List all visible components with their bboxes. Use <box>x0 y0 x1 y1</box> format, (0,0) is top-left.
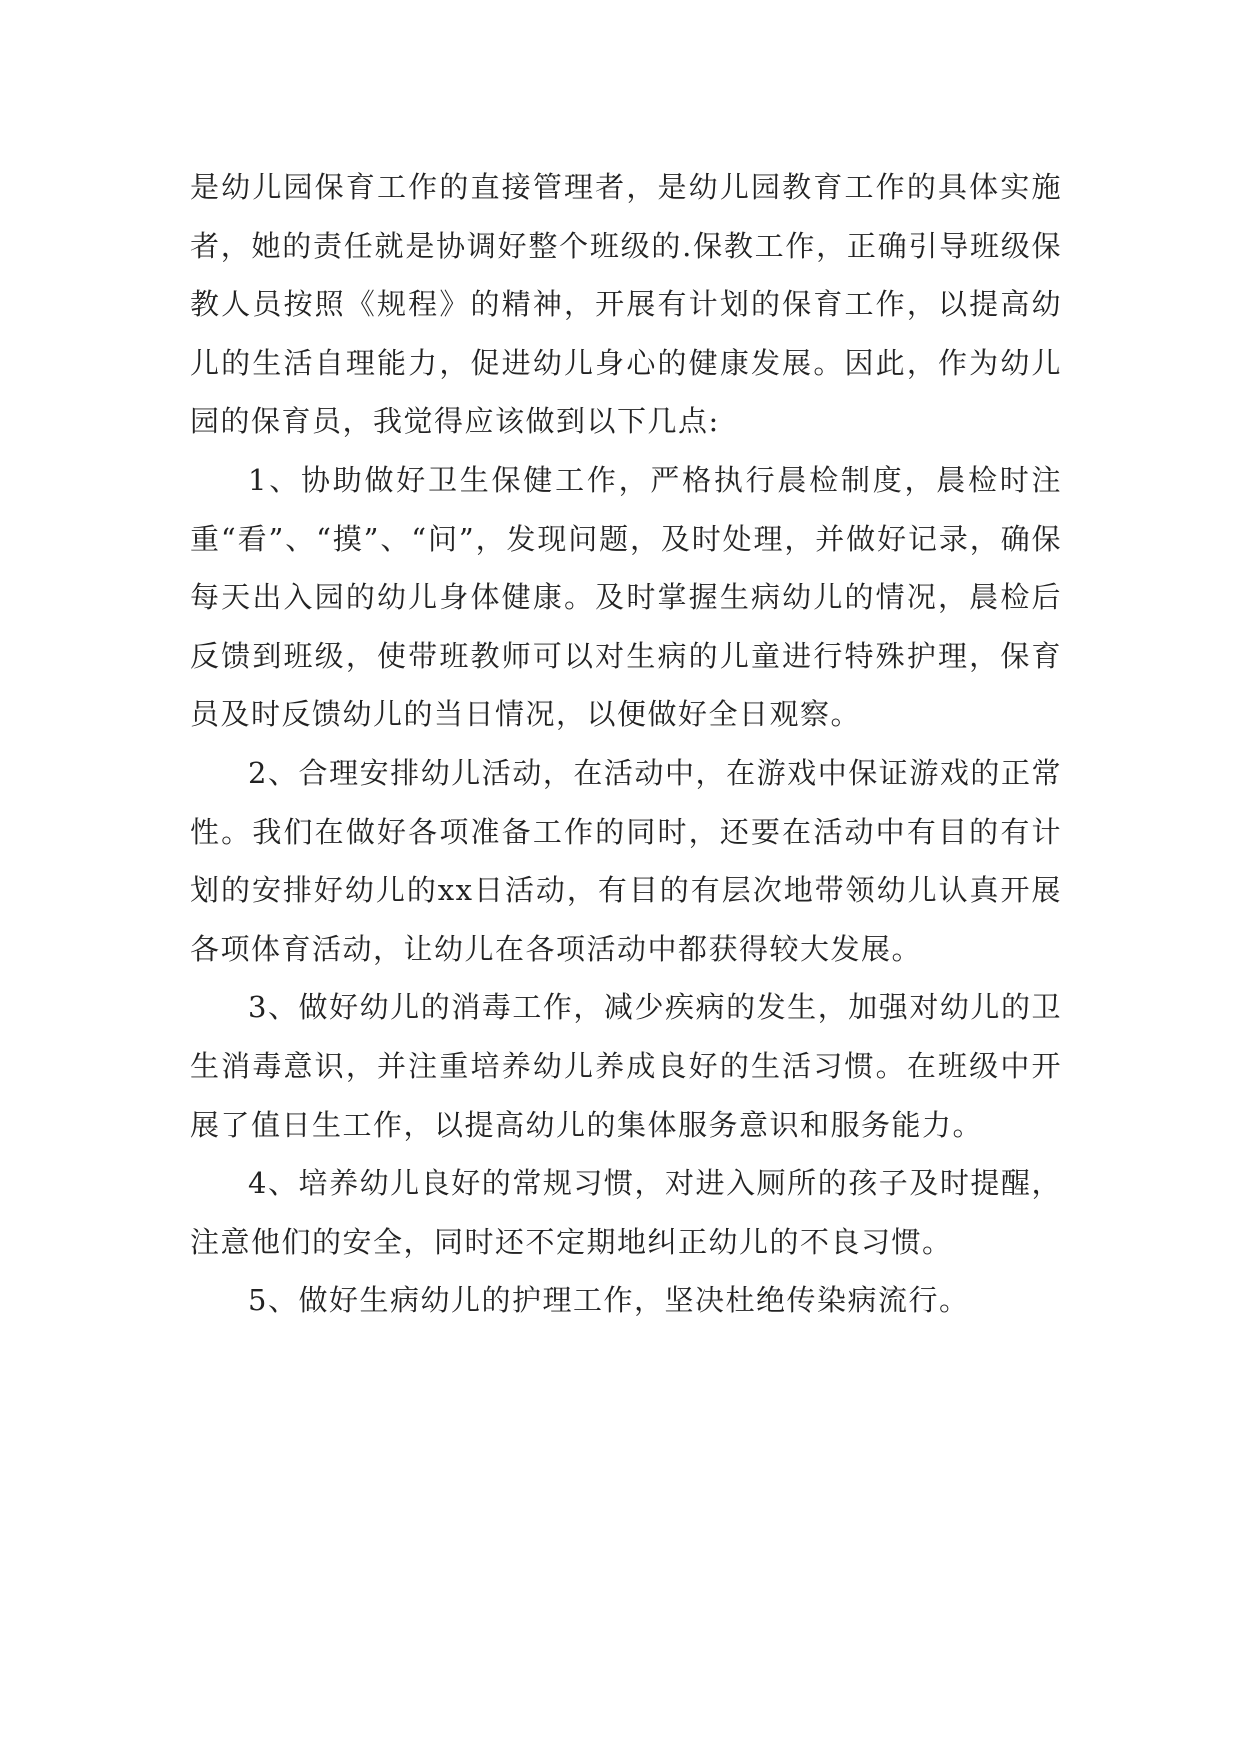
document-body <box>190 158 1062 1330</box>
paragraph-item-2: 2、合理安排幼儿活动，在活动中，在游戏中保证游戏的正常性。我们在做好各项准备工作的同时，还要在活动中有目的有计划的安排好幼儿的xx日活动，有目的有层次地带领幼儿认真开展各项体育活动，让幼儿在各项活动中都获得较大发展。 <box>190 755 1062 966</box>
paragraph-item-4: 4、培养幼儿良好的常规习惯，对进入厕所的孩子及时提醒，注意他们的安全，同时还不定期地纠正幼儿的不良习惯。 <box>190 1166 1062 1259</box>
paragraph-item-1: 1、协助做好卫生保健工作，严格执行晨检制度，晨检时注重“看”、“摸”、“问”，发现问题，及时处理，并做好记录，确保每天出入园的幼儿身体健康。及时掌握生病幼儿的情况，晨检后反馈到班级，使带班教师可以对生病的儿童进行特殊护理，保育员及时反馈幼儿的当日情况，以便做好全日观察。 <box>190 462 1062 732</box>
paragraph-intro: 是幼儿园保育工作的直接管理者，是幼儿园教育工作的具体实施者，她的责任就是协调好整个班级的.保教工作，正确引导班级保教人员按照《规程》的精神，开展有计划的保育工作，以提高幼儿的生活自理能力，促进幼儿身心的健康发展。因此，作为幼儿园的保育员，我觉得应该做到以下几点: <box>190 170 1062 439</box>
paragraph-item-3: 3、做好幼儿的消毒工作，减少疾病的发生，加强对幼儿的卫生消毒意识，并注重培养幼儿养成良好的生活习惯。在班级中开展了值日生工作，以提高幼儿的集体服务意识和服务能力。 <box>190 990 1062 1142</box>
paragraph-item-5: 5、做好生病幼儿的护理工作，坚决杜绝传染病流行。 <box>248 1283 970 1318</box>
